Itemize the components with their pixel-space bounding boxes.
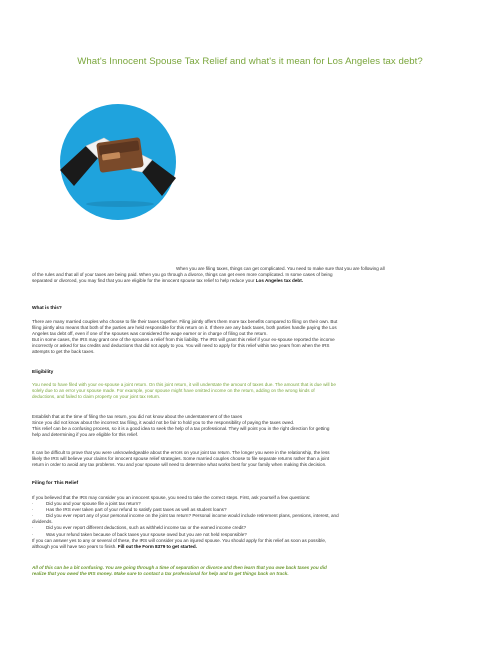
filing-intro: If you believed that the IRS may consider you an innocent spouse, you need to take the correct steps. First, ask yourself a few questions: (32, 495, 311, 500)
elig-green-line-0: You need to have filed with your ex-spouse a joint return. On this joint return, it will understate the amount of taxes due. The amount that is due will be (32, 382, 336, 387)
intro-line-2: of the rules and that all of your taxes are being paid. When you go through a divorce, things can get even more complicated. In some cases of being (32, 272, 333, 278)
what-line-0: There are many married couples who choose to file their taxes together. Filing jointly offers them more tax benefits compared to filing on their own. But (32, 319, 338, 324)
heading-filing: Filing for This Relief (32, 481, 79, 486)
elig-line-0: Establish that at the time of filing the tax return, you did not know about the understatement of the taxes (32, 414, 243, 419)
elig-line-3: help and determining if you are eligible for this relief. (32, 432, 139, 438)
what-line-5: attempts to get the back taxes. (32, 349, 95, 355)
intro-paragraph (32, 266, 472, 284)
elig2-line-1: likely the IRS will believe your claims for innocent spouse relief strategies. Some married couples choose to file separate returns rather than a joint (32, 456, 330, 462)
what-line-3: But in some cases, the IRS may grant one of the spouses a relief from this liability. The IRS will grant this relief if your ex-spouse reported the income (32, 337, 335, 343)
what-line-1: filing jointly also means that both of the parties are held responsible for this return on it. If there are any back taxes, both parties handle paying the Los (32, 325, 337, 331)
filing-outro-2 (32, 544, 472, 550)
form-8379-callout: Fill out the Form 8379 to get started. (117, 543, 197, 549)
document-title: What's Innocent Spouse Tax Relief and what's it mean for Los Angeles tax debt? (77, 56, 423, 67)
bullet-dot: · (32, 513, 34, 519)
intro-line-3 (32, 278, 472, 284)
what-line-4: incorrectly or asked for tax credits and deductions that did not apply to you. You will need to apply for this relief within two years from when the IRS (32, 343, 330, 349)
bullet-dot: · (32, 507, 34, 513)
elig-line-2: This relief can be a confusing process, so it is a good idea to seek the help of a tax professional. They will point you in the right direction for getting (32, 426, 330, 432)
bullet-dot: · (32, 525, 34, 531)
wallet-icon (96, 137, 144, 173)
question-1-text: Has the IRS ever taken part of your refund to satisfy past taxes as well as student loans? (46, 507, 227, 513)
filing-paragraph (32, 495, 472, 550)
eligibility-paragraph-2 (32, 450, 472, 468)
eligibility-green-paragraph (32, 382, 472, 400)
intro-line-3-text: separated or divorced, you may find that you are eligible for the innocent spouse tax relief to help reduce your (32, 278, 256, 284)
wallet-hands-illustration (56, 100, 180, 224)
question-2-continued: dividends. (32, 519, 53, 525)
filing-outro-2-text: although you will have two years to finish. (32, 543, 118, 549)
bullet-dot: · (32, 531, 34, 537)
closing-line-2: realize that you owed the IRS money. Make sure to contact a tax professional for help and to get things back on track. (32, 571, 289, 577)
intro-line-1: When you are filing taxes, things can get complicated. You need to make sure that you are following all (176, 266, 385, 271)
heading-what-is-this: What is this? (32, 306, 62, 311)
filing-outro-1: If you can answer yes to any or several of these, the IRS will consider you an injured spouse. You should apply for this relief as soon as possible, (32, 537, 327, 543)
intro-line-3-bold: Los Angeles tax debt. (255, 278, 304, 284)
question-4-text: Was your refund taken because of back taxes your spouse owed but you are not held responsible? (46, 531, 247, 537)
bullet-dot: · (32, 501, 34, 507)
what-line-2: Angeles tax debt off, even if one of the spouses was considered the wage earner or in charge of filing out the return. (32, 331, 268, 337)
shadow (86, 201, 154, 207)
question-0-text: Did you and your spouse file a joint tax return? (46, 501, 141, 507)
closing-paragraph (32, 565, 472, 577)
elig2-line-0: It can be difficult to prove that you were unknowledgeable about the errors on your joint tax return. The longer you were in the relationship, the less (32, 450, 330, 455)
elig2-line-2: return in order to avoid any tax problems. You and your spouse will need to determine what works best for your family when making this decision. (32, 462, 327, 468)
closing-line-1: All of this can be a bit confusing. You are going through a time of separation or divorce and then learn that you owe back taxes you did (32, 565, 327, 570)
question-3-text: Did you ever report different deductions, such as withheld income tax or the earned income credit? (46, 525, 247, 531)
heading-eligibility: Eligibility (32, 370, 54, 375)
eligibility-paragraph (32, 414, 472, 438)
elig-green-line-1: solely due to an error your spouse made. For example, your spouse might have omitted income on the return, adding on the wrong kinds of (32, 388, 315, 394)
elig-green-line-2: deductions, and failed to claim property on your joint tax return. (32, 394, 161, 400)
elig-line-1: Since you did not know about the incorrect tax filing, it would not be fair to hold you to the responsibility of paying the taxes owed. (32, 420, 295, 426)
question-2-text: Did you ever report any of your personal income on the joint tax return? Personal income would include retirement plans, pensions, interest, and (46, 513, 339, 519)
what-is-this-paragraph (32, 319, 472, 356)
